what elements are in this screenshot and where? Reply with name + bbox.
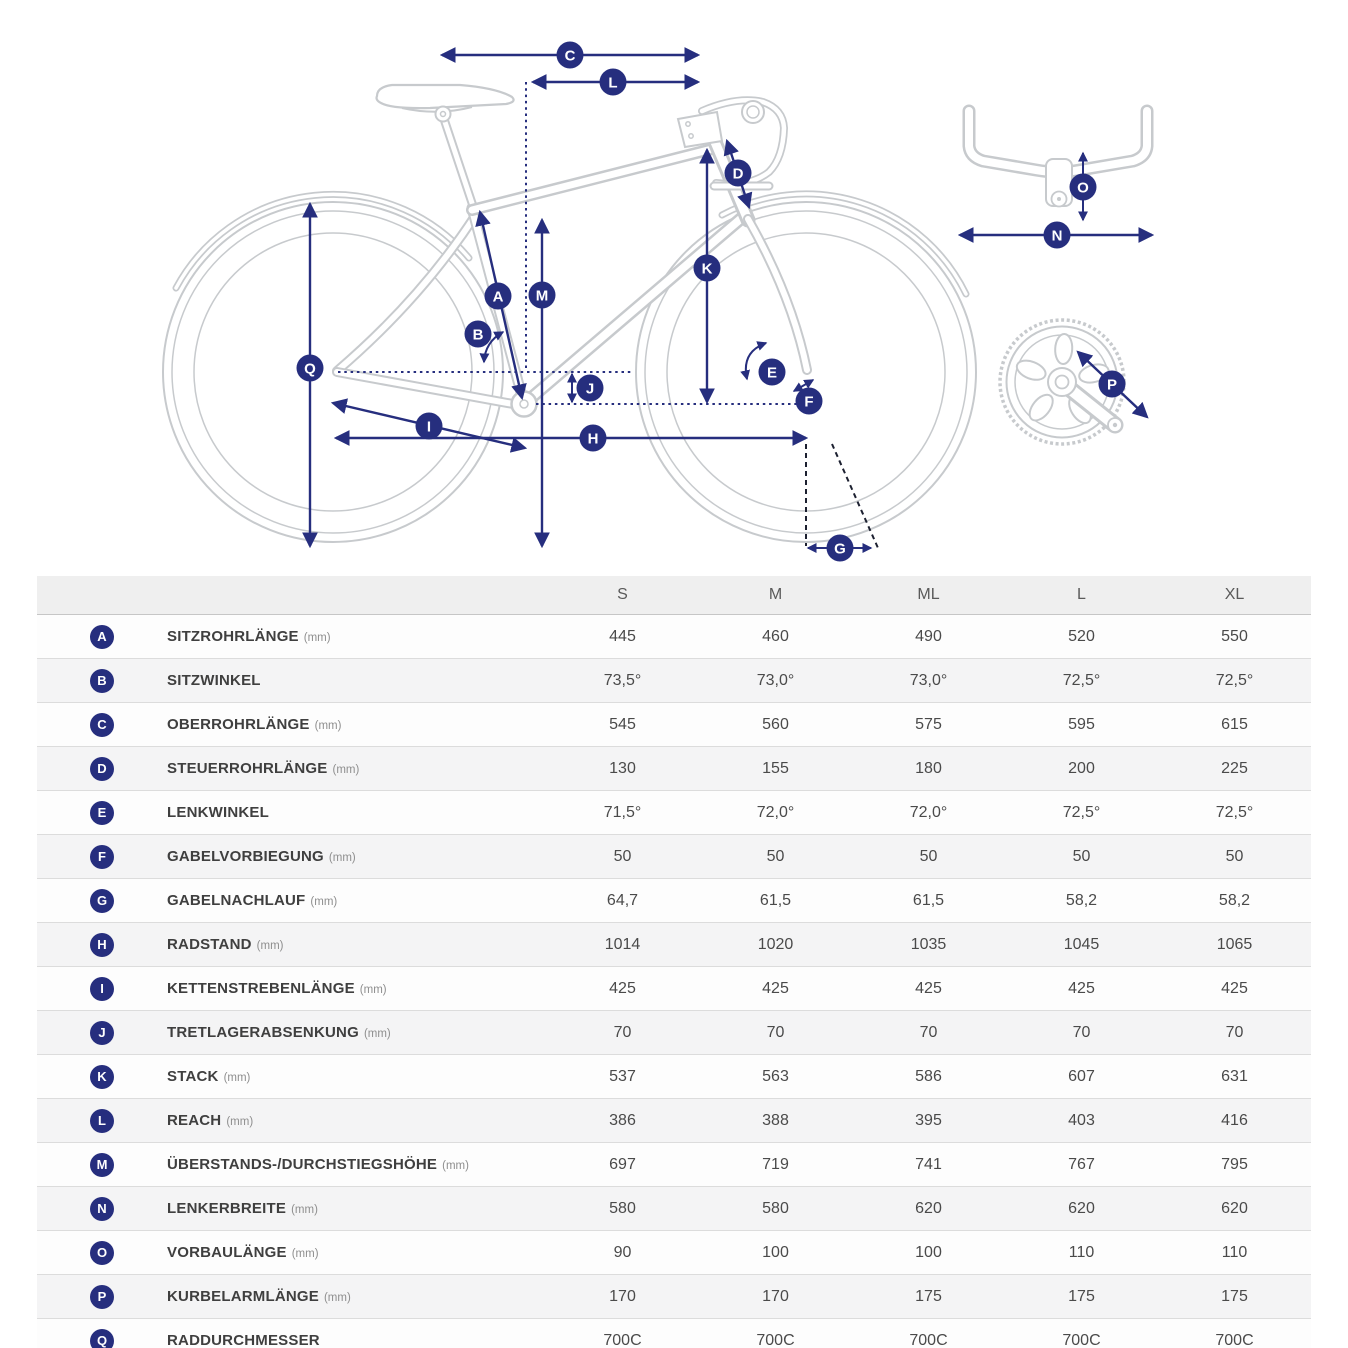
row-badge-cell — [37, 1285, 167, 1309]
svg-text:K: K — [701, 260, 713, 278]
value-cell: 545 — [609, 715, 636, 733]
value-cell: 170 — [762, 1287, 789, 1305]
svg-text:F: F — [804, 393, 814, 411]
value-cell: 700C — [756, 1331, 795, 1348]
row-label: GABELVORBIEGUNG — [167, 847, 324, 865]
value-cell: 70 — [919, 1023, 938, 1041]
row-label-cell — [167, 804, 546, 822]
dim-badge-a — [485, 283, 512, 310]
dim-badge-q — [297, 355, 324, 382]
row-letter-badge: I — [90, 977, 114, 1001]
row-letter-badge: L — [90, 1109, 114, 1133]
svg-text:H: H — [587, 430, 599, 448]
row-label: KURBELARMLÄNGE — [167, 1287, 319, 1305]
row-label-cell — [167, 628, 546, 646]
value-cell: 73,0° — [909, 671, 948, 689]
value-cell: 767 — [1068, 1155, 1095, 1173]
value-cell: 180 — [915, 759, 942, 777]
value-cell: 72,0° — [909, 803, 948, 821]
row-label: RADDURCHMESSER — [167, 1331, 320, 1348]
value-cell: 110 — [1068, 1243, 1095, 1261]
svg-text:A: A — [492, 288, 504, 306]
dim-badge-n — [1044, 222, 1071, 249]
table-row — [37, 878, 1311, 922]
seat-stay — [337, 216, 475, 371]
row-label-cell — [167, 760, 546, 778]
row-label: OBERROHRLÄNGE — [167, 715, 310, 733]
value-cell: 90 — [613, 1243, 632, 1261]
table-row — [37, 1142, 1311, 1186]
value-cell: 575 — [915, 715, 942, 733]
table-row — [37, 1274, 1311, 1318]
value-cell: 631 — [1221, 1067, 1248, 1085]
dim-badge-h — [580, 425, 607, 452]
value-cell: 100 — [915, 1243, 942, 1261]
value-cell: 1014 — [604, 935, 641, 953]
value-cell: 50 — [1225, 847, 1244, 865]
table-row — [37, 790, 1311, 834]
row-unit: (mm) — [223, 1071, 251, 1084]
row-label-cell — [167, 1112, 546, 1130]
row-label: LENKWINKEL — [167, 803, 269, 821]
row-letter-badge: E — [90, 801, 114, 825]
value-cell: 110 — [1221, 1243, 1248, 1261]
value-cell: 50 — [919, 847, 938, 865]
value-cell: 697 — [609, 1155, 636, 1173]
row-label-cell — [167, 1024, 546, 1042]
value-cell: 175 — [1221, 1287, 1248, 1305]
value-cell: 460 — [762, 627, 789, 645]
value-cell: 425 — [609, 979, 636, 997]
value-cell: 1045 — [1063, 935, 1100, 953]
row-label-cell — [167, 1288, 546, 1306]
row-badge-cell — [37, 625, 167, 649]
value-cell: 490 — [915, 627, 942, 645]
dim-badge-f — [796, 388, 823, 415]
value-cell: 1065 — [1216, 935, 1253, 953]
table-row — [37, 702, 1311, 746]
value-cell: 425 — [762, 979, 789, 997]
row-label-cell — [167, 936, 546, 954]
dim-badge-p — [1099, 371, 1126, 398]
row-letter-badge: B — [90, 669, 114, 693]
row-unit: (mm) — [226, 1115, 254, 1128]
row-label: SITZWINKEL — [167, 671, 261, 689]
value-cell: 425 — [915, 979, 942, 997]
row-letter-badge: F — [90, 845, 114, 869]
row-badge-cell — [37, 933, 167, 957]
row-label-cell — [167, 1156, 546, 1174]
row-badge-cell — [37, 1241, 167, 1265]
value-cell: 72,5° — [1215, 671, 1254, 689]
value-cell: 1020 — [757, 935, 794, 953]
dim-badge-d — [725, 160, 752, 187]
row-unit: (mm) — [323, 1291, 351, 1304]
row-letter-badge: K — [90, 1065, 114, 1089]
value-cell: 388 — [762, 1111, 789, 1129]
svg-text:C: C — [564, 47, 576, 65]
value-cell: 155 — [762, 759, 789, 777]
handlebar-front-view — [969, 111, 1147, 207]
table-row — [37, 1318, 1311, 1348]
value-cell: 416 — [1221, 1111, 1248, 1129]
value-cell: 615 — [1221, 715, 1248, 733]
row-letter-badge: J — [90, 1021, 114, 1045]
svg-text:B: B — [472, 326, 484, 344]
value-cell: 700C — [603, 1331, 642, 1348]
table-row — [37, 615, 1311, 658]
steering-axis-dashed — [832, 444, 878, 548]
value-cell: 563 — [762, 1067, 789, 1085]
row-badge-cell — [37, 1153, 167, 1177]
value-cell: 550 — [1221, 627, 1248, 645]
row-label: TRETLAGERABSENKUNG — [167, 1023, 359, 1041]
row-unit: (mm) — [303, 631, 331, 644]
dim-badge-j — [577, 375, 604, 402]
value-cell: 50 — [766, 847, 785, 865]
row-badge-cell — [37, 1197, 167, 1221]
row-label-cell — [167, 716, 546, 734]
row-badge-cell — [37, 889, 167, 913]
geometry-table — [37, 576, 1311, 1348]
value-cell: 607 — [1068, 1067, 1095, 1085]
row-label: GABELNACHLAUF — [167, 891, 306, 909]
row-unit: (mm) — [291, 1247, 319, 1260]
row-letter-badge: N — [90, 1197, 114, 1221]
dim-badge-k — [694, 255, 721, 282]
row-unit: (mm) — [442, 1159, 469, 1172]
dim-badge-l — [600, 69, 627, 96]
row-label: STACK — [167, 1067, 219, 1085]
row-letter-badge: P — [90, 1285, 114, 1309]
svg-text:M: M — [535, 287, 549, 305]
value-cell: 64,7 — [606, 891, 639, 909]
size-column-header: XL — [1224, 586, 1245, 603]
value-cell: 560 — [762, 715, 789, 733]
value-cell: 395 — [915, 1111, 942, 1129]
table-row — [37, 1230, 1311, 1274]
row-unit: (mm) — [359, 983, 387, 996]
value-cell: 520 — [1068, 627, 1095, 645]
value-cell: 61,5 — [912, 891, 945, 909]
value-cell: 61,5 — [759, 891, 792, 909]
row-badge-cell — [37, 1065, 167, 1089]
row-unit: (mm) — [332, 763, 360, 776]
row-letter-badge: A — [90, 625, 114, 649]
table-row — [37, 1098, 1311, 1142]
value-cell: 71,5° — [603, 803, 642, 821]
row-label: SITZROHRLÄNGE — [167, 627, 299, 645]
value-cell: 175 — [1068, 1287, 1095, 1305]
svg-text:P: P — [1106, 376, 1118, 394]
svg-text:O: O — [1077, 179, 1089, 197]
row-label-cell — [167, 1068, 546, 1086]
value-cell: 795 — [1221, 1155, 1248, 1173]
dimension-lines — [310, 55, 1152, 548]
table-row — [37, 1186, 1311, 1230]
value-cell: 620 — [915, 1199, 942, 1217]
value-cell: 70 — [766, 1023, 785, 1041]
svg-text:L: L — [608, 74, 618, 92]
svg-text:G: G — [834, 540, 846, 558]
geometry-table-header — [37, 576, 1311, 615]
bike-geometry-diagram — [0, 0, 1348, 576]
row-unit: (mm) — [256, 939, 284, 952]
svg-text:N: N — [1051, 227, 1063, 245]
value-cell: 73,0° — [756, 671, 795, 689]
row-letter-badge: H — [90, 933, 114, 957]
row-badge-cell — [37, 801, 167, 825]
row-badge-cell — [37, 1021, 167, 1045]
row-unit: (mm) — [310, 895, 338, 908]
row-label: REACH — [167, 1111, 222, 1129]
row-unit: (mm) — [363, 1027, 391, 1040]
value-cell: 425 — [1221, 979, 1248, 997]
value-cell: 50 — [1072, 847, 1091, 865]
row-label: STEUERROHRLÄNGE — [167, 759, 328, 777]
row-label-cell — [167, 1244, 546, 1262]
row-label: ÜBERSTANDS-/DURCHSTIEGSHÖHE — [167, 1155, 438, 1173]
value-cell: 537 — [609, 1067, 636, 1085]
size-column-header: ML — [917, 586, 940, 603]
rear-fender — [176, 194, 469, 288]
table-row — [37, 1054, 1311, 1098]
table-row — [37, 922, 1311, 966]
dim-badge-e — [759, 359, 786, 386]
row-unit: (mm) — [291, 1203, 318, 1216]
saddle — [377, 85, 514, 122]
value-cell: 58,2 — [1218, 891, 1251, 909]
dim-badge-i — [416, 413, 443, 440]
value-cell: 403 — [1068, 1111, 1095, 1129]
row-badge-cell — [37, 713, 167, 737]
row-label-cell — [167, 980, 546, 998]
row-letter-badge: M — [90, 1153, 114, 1177]
row-badge-cell — [37, 1109, 167, 1133]
svg-text:I: I — [426, 418, 432, 436]
value-cell: 70 — [1072, 1023, 1091, 1041]
value-cell: 72,5° — [1062, 671, 1101, 689]
dim-badge-g — [827, 535, 854, 562]
value-cell: 200 — [1068, 759, 1095, 777]
value-cell: 170 — [609, 1287, 636, 1305]
table-row — [37, 966, 1311, 1010]
dim-badge-b — [465, 321, 492, 348]
row-letter-badge: G — [90, 889, 114, 913]
value-cell: 175 — [915, 1287, 942, 1305]
value-cell: 580 — [762, 1199, 789, 1217]
row-letter-badge: C — [90, 713, 114, 737]
value-cell: 620 — [1221, 1199, 1248, 1217]
dim-badge-c — [557, 42, 584, 69]
value-cell: 620 — [1068, 1199, 1095, 1217]
row-label: RADSTAND — [167, 935, 252, 953]
svg-text:Q: Q — [304, 360, 316, 378]
value-cell: 595 — [1068, 715, 1095, 733]
table-row — [37, 834, 1311, 878]
row-label-cell — [167, 1200, 546, 1218]
row-label-cell — [167, 1332, 546, 1348]
value-cell: 225 — [1221, 759, 1248, 777]
value-cell: 700C — [909, 1331, 948, 1348]
svg-text:D: D — [732, 165, 744, 183]
svg-text:J: J — [585, 380, 595, 398]
value-cell: 719 — [762, 1155, 789, 1173]
row-label-cell — [167, 848, 546, 866]
value-cell: 445 — [609, 627, 636, 645]
table-row — [37, 746, 1311, 790]
row-label: LENKERBREITE — [167, 1199, 287, 1217]
value-cell: 741 — [915, 1155, 942, 1173]
value-cell: 1035 — [910, 935, 947, 953]
value-cell: 425 — [1068, 979, 1095, 997]
row-badge-cell — [37, 757, 167, 781]
row-badge-cell — [37, 845, 167, 869]
value-cell: 700C — [1062, 1331, 1101, 1348]
value-cell: 386 — [609, 1111, 636, 1129]
row-badge-cell — [37, 977, 167, 1001]
row-label-cell — [167, 672, 546, 690]
dim-badge-m — [529, 282, 556, 309]
value-cell: 130 — [609, 759, 636, 777]
dim-badge-o — [1070, 174, 1097, 201]
row-label: VORBAULÄNGE — [167, 1243, 287, 1261]
size-column-header: S — [617, 586, 628, 603]
row-unit: (mm) — [328, 851, 356, 864]
value-cell: 70 — [613, 1023, 632, 1041]
row-letter-badge: D — [90, 757, 114, 781]
row-letter-badge: Q — [90, 1329, 114, 1348]
row-label-cell — [167, 892, 546, 910]
svg-text:E: E — [766, 364, 778, 382]
value-cell: 700C — [1215, 1331, 1254, 1348]
value-cell: 586 — [915, 1067, 942, 1085]
row-badge-cell — [37, 669, 167, 693]
row-label: KETTENSTREBENLÄNGE — [167, 979, 355, 997]
row-letter-badge: O — [90, 1241, 114, 1265]
value-cell: 72,5° — [1215, 803, 1254, 821]
value-cell: 72,0° — [756, 803, 795, 821]
value-cell: 70 — [1225, 1023, 1244, 1041]
geometry-table-body — [37, 615, 1311, 1348]
value-cell: 58,2 — [1065, 891, 1098, 909]
value-cell: 100 — [762, 1243, 789, 1261]
value-cell: 72,5° — [1062, 803, 1101, 821]
value-cell: 580 — [609, 1199, 636, 1217]
size-column-header: M — [768, 586, 783, 603]
row-unit: (mm) — [314, 719, 342, 732]
row-badge-cell — [37, 1329, 167, 1348]
table-row — [37, 658, 1311, 702]
stem — [678, 112, 722, 147]
value-cell: 73,5° — [603, 671, 642, 689]
value-cell: 50 — [613, 847, 632, 865]
table-row — [37, 1010, 1311, 1054]
size-column-header: L — [1077, 586, 1086, 603]
